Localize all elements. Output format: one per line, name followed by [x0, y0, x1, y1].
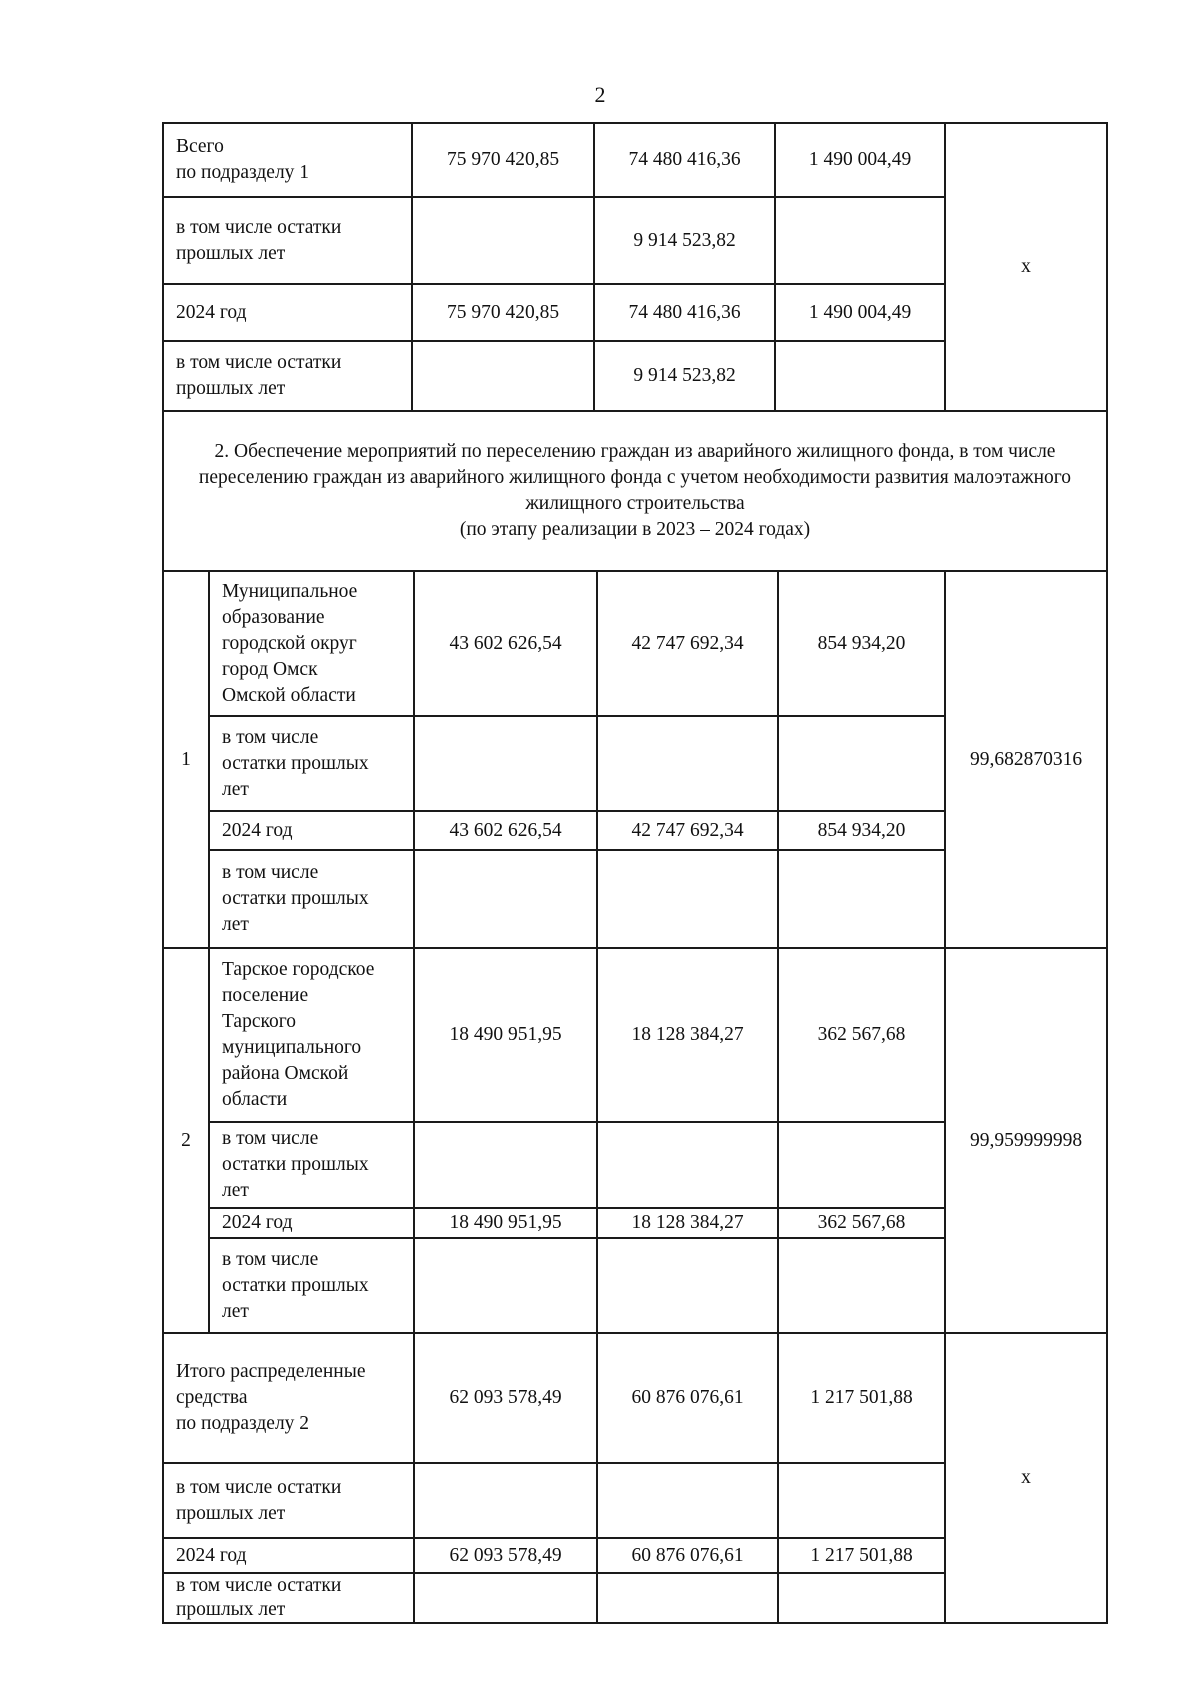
subsection1-carry-label: в том числе остатки прошлых лет	[176, 216, 342, 264]
subsection2-year-col3: 1 217 501,88	[810, 1544, 913, 1566]
subsection1-total-col2: 74 480 416,36	[628, 149, 741, 170]
entity1-col1: 43 602 626,54	[449, 632, 562, 654]
entity2-year-label: 2024 год	[222, 1212, 293, 1233]
page-number: 2	[594, 82, 606, 107]
subsection1-year-col3: 1 490 004,49	[808, 301, 912, 323]
subsection1-year-col1: 75 970 420,85	[446, 301, 560, 323]
subsection1-total-label: Всего по подразделу 1	[176, 136, 310, 183]
entity2-col1: 18 490 951,95	[449, 1024, 562, 1045]
table-border-right	[1106, 122, 1108, 1624]
entity1-year-carry-label: в том числе остатки прошлых лет	[222, 862, 369, 935]
entity1-percent: 99,682870316	[969, 748, 1083, 770]
entity2-col2: 18 128 384,27	[631, 1024, 744, 1045]
entity1-year-label: 2024 год	[222, 819, 293, 841]
entity2-year-col3: 362 567,68	[817, 1212, 906, 1233]
allocation-table	[162, 122, 1108, 1624]
entity1-year-col3: 854 934,20	[817, 819, 906, 841]
subsection2-total-col3: 1 217 501,88	[810, 1387, 913, 1408]
subsection1-year-carry-label: в том числе остатки прошлых лет	[176, 352, 342, 399]
entity2-percent: 99,959999998	[969, 1129, 1083, 1151]
subsection2-carry-label: в том числе остатки прошлых лет	[176, 1476, 342, 1524]
subsection2-total-label: Итого распределенные средства по подразделу 2	[176, 1361, 366, 1434]
subsection1-total-col1: 75 970 420,85	[446, 149, 560, 170]
subsection1-year-label: 2024 год	[176, 301, 247, 323]
subsection2-year-col2: 60 876 076,61	[631, 1544, 744, 1566]
entity1-col3: 854 934,20	[817, 632, 906, 654]
entity2-col3: 362 567,68	[817, 1024, 906, 1045]
entity1-name: Муниципальное образование городской округ город Омск Омской области	[222, 580, 358, 706]
entity2-year-carry-label: в том числе остатки прошлых лет	[222, 1248, 369, 1322]
entity2-carry-label: в том числе остатки прошлых лет	[222, 1128, 369, 1201]
entity2-year-col1: 18 490 951,95	[449, 1212, 562, 1233]
subsection1-mark: х	[1021, 256, 1031, 277]
subsection2-total-col1: 62 093 578,49	[449, 1387, 562, 1408]
subsection2-mark: х	[1021, 1467, 1031, 1488]
entity1-number: 1	[181, 748, 191, 770]
subsection2-total-col2: 60 876 076,61	[631, 1387, 744, 1408]
section2-heading: 2. Обеспечение мероприятий по переселению граждан из аварийного жилищного фонда, в том числе переселению граждан из аварийного жилищного фонда с учетом необходимости развития малоэтажного жилищного строительства (по этапу реализации в 2023 – 2024 годах)	[198, 441, 1072, 540]
entity2-name: Тарское городское поселение Тарского муниципального района Омской области	[222, 959, 375, 1110]
entity2-number: 2	[181, 1129, 191, 1151]
subsection2-year-label: 2024 год	[176, 1544, 247, 1566]
subsection1-carry-col2: 9 914 523,82	[633, 229, 736, 251]
subsection2-year-carry-label: в том числе остатки прошлых лет	[176, 1575, 342, 1620]
entity2-year-col2: 18 128 384,27	[631, 1212, 744, 1233]
subsection1-year-carry-col2: 9 914 523,82	[633, 365, 736, 386]
subsection2-year-col1: 62 093 578,49	[449, 1544, 562, 1566]
entity1-carry-label: в том числе остатки прошлых лет	[222, 726, 369, 800]
entity1-year-col1: 43 602 626,54	[449, 819, 562, 841]
entity1-year-col2: 42 747 692,34	[631, 819, 744, 841]
subsection1-total-col3: 1 490 004,49	[808, 149, 912, 170]
table-border-bottom	[162, 1622, 1108, 1624]
subsection1-year-col2: 74 480 416,36	[628, 301, 741, 323]
entity1-col2: 42 747 692,34	[631, 632, 744, 654]
